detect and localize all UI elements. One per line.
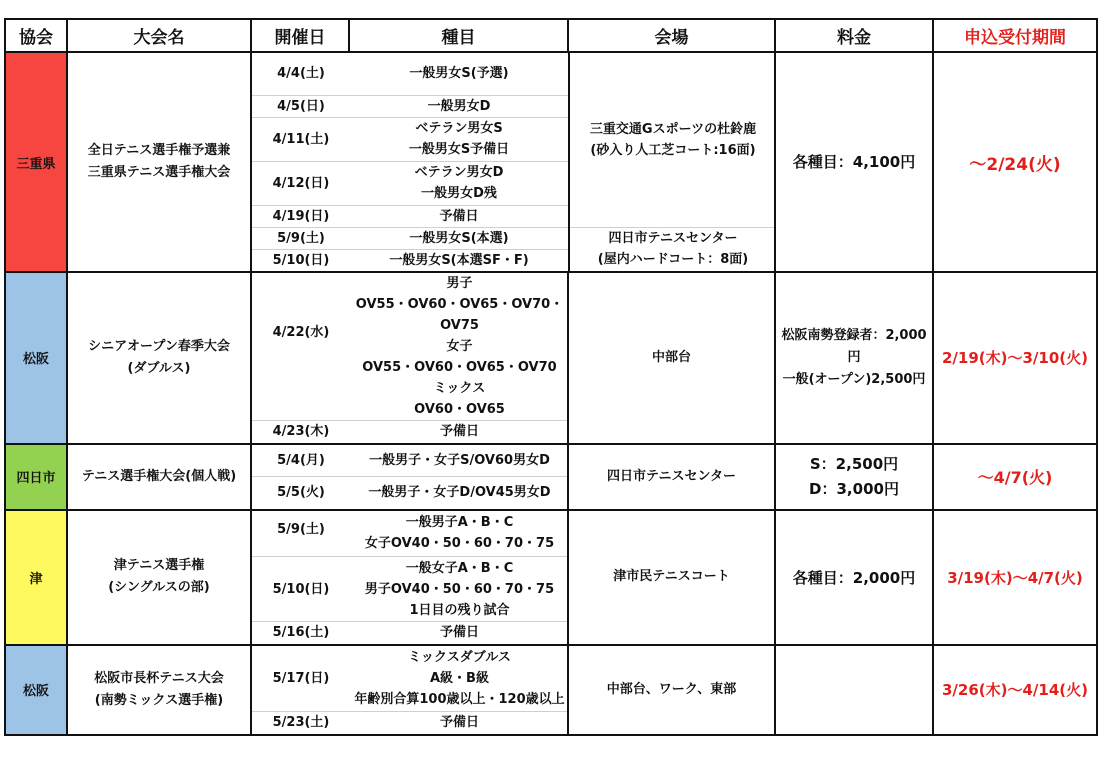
period-cell: 2/19(木)～3/10(火) (933, 272, 1097, 444)
text-line: ベテラン男女S (415, 121, 503, 136)
fee-cell (775, 645, 933, 735)
table-row (5, 645, 1097, 735)
period-cell: ～4/7(火) (933, 444, 1097, 510)
table-row (5, 510, 1097, 645)
schedule-row (252, 477, 569, 509)
text-line: 一般男子・女子S/OV60男女D (369, 452, 550, 468)
header-venue: 会場 (568, 19, 775, 52)
header-event: 種目 (349, 19, 568, 52)
text-line: 各種目：2,000円 (792, 568, 916, 587)
text-line: 松阪南勢登録者：2,000 (781, 327, 927, 343)
text-line: 一般男女S(予選) (409, 66, 509, 82)
date-cell: 4/23(木) (252, 421, 350, 443)
text-line: 一般男女D (427, 98, 491, 114)
event-cell (350, 421, 569, 443)
association-cell: 三重県 (5, 52, 67, 272)
text-line: (ダブルス) (127, 360, 191, 376)
fee-cell (775, 52, 933, 272)
association-cell: 津 (5, 510, 67, 645)
date-cell: 5/9(土) (277, 521, 325, 537)
table-row (5, 272, 1097, 444)
text-line: 三重交通Gスポーツの杜鈴鹿 (589, 121, 757, 137)
text-line: 中部台、ワーク、東部 (606, 681, 737, 697)
schedule-cell (251, 52, 775, 272)
tournament-name-cell (67, 272, 251, 444)
schedule-subtable (252, 511, 569, 644)
header-association: 協会 (5, 19, 67, 52)
schedule-row (252, 646, 569, 712)
event-cell (350, 622, 569, 644)
text-line: OV60・OV65 (414, 402, 505, 417)
text-line: S：2,500円 (809, 454, 899, 473)
text-line: 女子OV40・50・60・70・75 (364, 536, 555, 552)
text-line: 年齢別合算100歳以上・120歳以上 (354, 691, 565, 707)
schedule-subtable (252, 445, 569, 509)
period-cell: 3/26(木)～4/14(火) (933, 645, 1097, 735)
text-line: 津テニス選手権 (113, 558, 205, 573)
tournament-name-cell (67, 52, 251, 272)
event-cell (350, 205, 569, 227)
schedule-row (252, 227, 776, 249)
text-line: 一般男女D残 (421, 186, 497, 201)
schedule-cell (251, 510, 568, 645)
text-line: 予備日 (439, 208, 479, 224)
event-cell (350, 53, 569, 95)
venue-cell (568, 510, 775, 645)
text-line: ベテラン男女D (414, 165, 504, 180)
text-line: 四日市テニスセンター (607, 468, 736, 484)
text-line: 一般男女S予備日 (408, 142, 510, 157)
schedule-row (252, 421, 569, 443)
header-row (5, 19, 1097, 52)
venue-cell (569, 53, 776, 227)
text-line: 予備日 (439, 424, 479, 440)
venue-cell (568, 645, 775, 735)
text-line: 男子 (446, 276, 473, 291)
date-cell: 5/16(土) (252, 622, 350, 644)
text-line: 一般男子・女子D/OV45男女D (368, 485, 551, 501)
schedule-subtable (252, 53, 776, 271)
text-line: (シングルスの部) (108, 580, 210, 595)
schedule-row (252, 445, 569, 477)
date-cell: 4/5(日) (252, 95, 350, 117)
text-line: D：3,000円 (809, 479, 899, 498)
date-cell: 5/10(日) (252, 249, 350, 271)
text-line: 男子OV40・50・60・70・75 (364, 581, 555, 597)
header-period: 申込受付期間 (933, 19, 1097, 52)
text-line: 女子 (446, 339, 473, 354)
schedule-row (252, 53, 776, 95)
association-cell: 松阪 (5, 645, 67, 735)
text-line: A級・B級 (430, 670, 489, 686)
event-cell (350, 273, 569, 421)
tournament-name-cell (67, 645, 251, 735)
event-cell (350, 249, 569, 271)
event-cell (350, 477, 569, 509)
text-line: テニス選手権大会(個人戦) (81, 468, 237, 484)
text-line: 予備日 (439, 625, 479, 641)
venue-cell (569, 227, 776, 271)
event-cell (350, 646, 569, 712)
date-cell: 5/23(土) (252, 712, 350, 734)
text-line: 各種目：4,100円 (792, 153, 916, 171)
text-line: 一般(オープン)2,500円 (782, 371, 926, 387)
header-fee: 料金 (775, 19, 933, 52)
period-cell: 3/19(木)～4/7(火) (933, 510, 1097, 645)
association-cell: 松阪 (5, 272, 67, 444)
date-cell: 5/4(月) (277, 452, 325, 468)
schedule-row (252, 712, 569, 734)
table-row (5, 52, 1097, 272)
header-tournament: 大会名 (67, 19, 251, 52)
event-cell (350, 445, 569, 477)
date-cell: 4/22(水) (272, 325, 330, 340)
schedule-row (252, 511, 569, 557)
text-line: シニアオープン春季大会 (88, 338, 230, 354)
date-cell: 5/5(火) (252, 477, 350, 509)
event-cell (350, 161, 569, 205)
text-line: 津市民テニスコート (613, 569, 730, 584)
schedule-cell (251, 444, 568, 510)
tournament-schedule-table (4, 18, 1098, 736)
text-line: ミックスダブルス (408, 649, 511, 665)
schedule-row (252, 622, 569, 644)
fee-cell (775, 510, 933, 645)
text-line: 中部台 (651, 349, 691, 365)
schedule-subtable (252, 646, 569, 734)
tournament-name-cell (67, 444, 251, 510)
period-cell: ～2/24(火) (933, 52, 1097, 272)
text-line: OV55・OV60・OV65・OV70 (362, 360, 557, 375)
text-line: 全日テニス選手権予選兼 (87, 143, 231, 158)
date-cell: 4/4(土) (277, 66, 325, 82)
text-line: 松阪市長杯テニス大会 (94, 670, 224, 686)
schedule-cell (251, 272, 568, 444)
association-cell: 四日市 (5, 444, 67, 510)
date-cell: 4/19(日) (252, 205, 350, 227)
event-cell (350, 712, 569, 734)
text-line: 円 (847, 349, 861, 365)
text-line: 一般男女S(本選) (409, 230, 509, 246)
event-cell (350, 95, 569, 117)
table-row (5, 444, 1097, 510)
schedule-row (252, 273, 569, 421)
text-line: 1日目の残り試合 (409, 602, 510, 618)
date-cell: 5/10(日) (252, 557, 350, 622)
schedule-subtable (252, 273, 569, 443)
text-line: 四日市テニスセンター (608, 231, 738, 247)
event-cell (350, 511, 569, 557)
venue-cell (568, 272, 775, 444)
fee-cell (775, 272, 933, 444)
text-line: 一般女子A・B・C (405, 560, 514, 576)
schedule-row (252, 557, 569, 622)
text-line: 一般男子A・B・C (405, 515, 514, 531)
schedule-cell (251, 645, 568, 735)
event-cell (350, 117, 569, 161)
header-date: 開催日 (251, 19, 349, 52)
tournament-name-cell (67, 510, 251, 645)
text-line: (屋内ハードコート：8面) (597, 252, 749, 268)
text-line: 一般男女S(本選SF・F) (389, 252, 529, 268)
venue-cell (568, 444, 775, 510)
date-cell: 5/9(土) (252, 227, 350, 249)
date-cell: 4/11(土) (252, 117, 350, 161)
date-cell: 5/17(日) (272, 670, 330, 686)
date-cell: 4/12(日) (252, 161, 350, 205)
fee-cell (775, 444, 933, 510)
text-line: (砂入り人工芝コート:16面) (590, 142, 756, 158)
text-line: ミックス (433, 381, 486, 396)
text-line: OV55・OV60・OV65・OV70・OV75 (355, 297, 564, 333)
event-cell (350, 557, 569, 622)
text-line: (南勢ミックス選手権) (94, 692, 224, 708)
event-cell (350, 227, 569, 249)
text-line: 三重県テニス選手権大会 (87, 165, 231, 180)
text-line: 予備日 (439, 715, 479, 731)
